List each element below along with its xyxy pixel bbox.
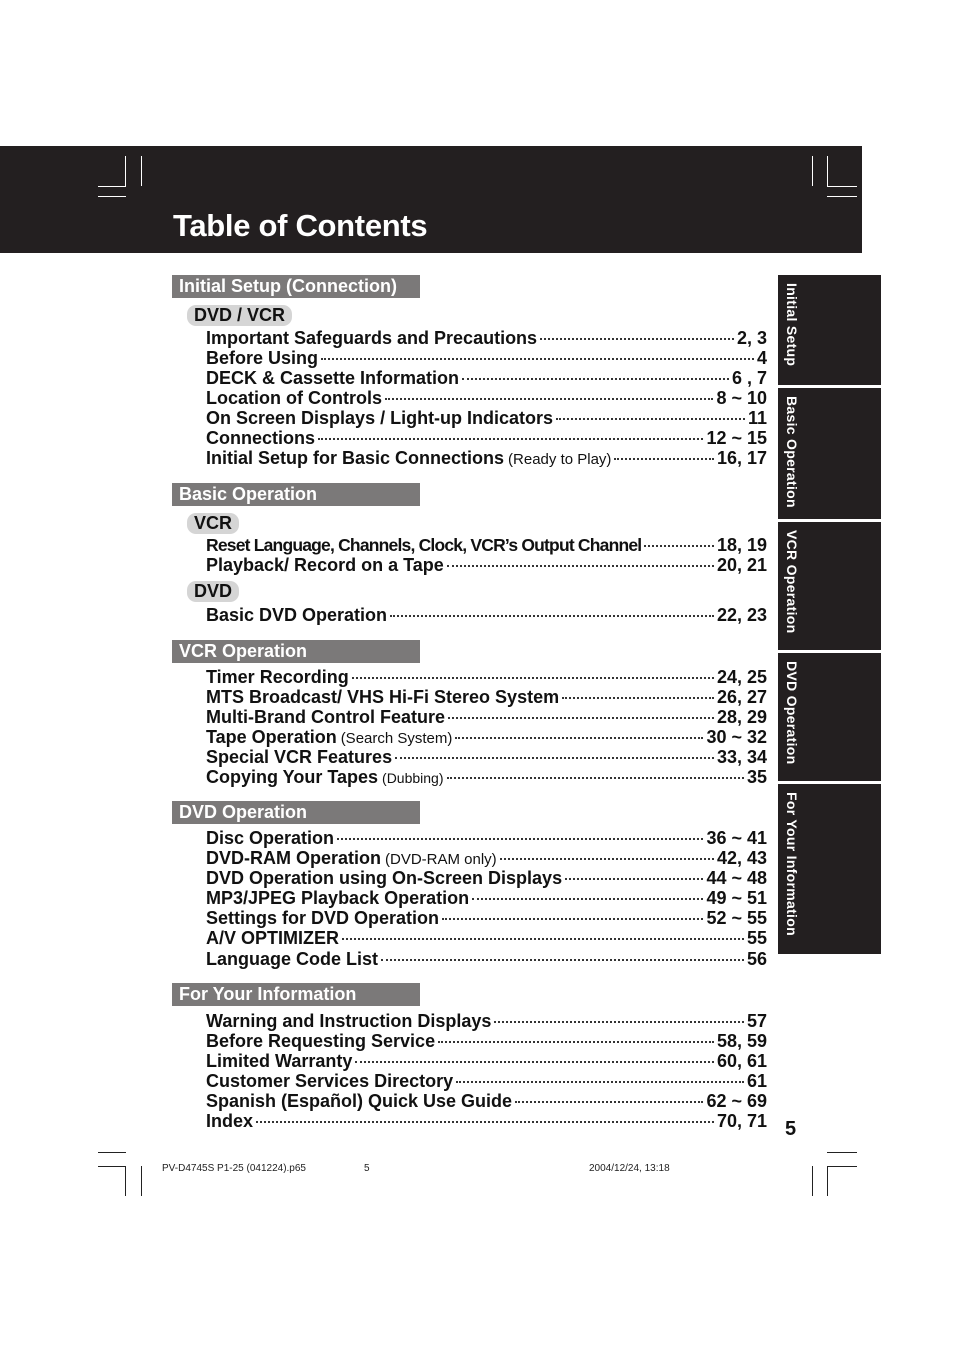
entry-pages: 70, 71 — [716, 1111, 767, 1131]
entry-pages: 20, 21 — [716, 555, 767, 575]
entry-pages: 11 — [747, 408, 767, 428]
entry-pages: 12 ~ 15 — [706, 428, 767, 448]
entry-pages: 22, 23 — [716, 605, 767, 625]
toc-entry[interactable] — [206, 555, 767, 575]
entry-title: Location of Controls — [206, 388, 382, 408]
entry-pages: 2, 3 — [736, 328, 767, 348]
entry-pages: 56 — [746, 949, 767, 969]
entry-pages: 8 ~ 10 — [716, 388, 767, 408]
page-number: 5 — [785, 1118, 797, 1140]
footer-timestamp: 2004/12/24, 13:18 — [589, 1163, 670, 1174]
dot-leader — [614, 458, 714, 460]
dot-leader — [342, 938, 744, 940]
side-tab-label: VCR Operation — [784, 530, 800, 634]
entry-title: Limited Warranty — [206, 1051, 353, 1071]
section-heading: Initial Setup (Connection) — [172, 275, 420, 298]
subsection-label: DVD — [187, 581, 239, 602]
entry-title: Before Requesting Service — [206, 1031, 436, 1051]
entry-pages: 16, 17 — [716, 448, 767, 468]
dot-leader — [500, 858, 714, 860]
entry-pages: 52 ~ 55 — [706, 908, 767, 928]
dot-leader — [462, 378, 729, 380]
entry-pages: 57 — [746, 1011, 767, 1031]
entry-title: Copying Your Tapes — [206, 767, 379, 787]
dot-leader — [472, 898, 703, 900]
dot-leader — [494, 1021, 744, 1023]
entry-title: Timer Recording — [206, 667, 349, 687]
dot-leader — [318, 438, 703, 440]
entry-title: Disc Operation — [206, 828, 335, 848]
dot-leader — [385, 398, 713, 400]
toc-entry[interactable] — [206, 888, 767, 908]
entry-pages: 28, 29 — [716, 707, 767, 727]
dot-leader — [337, 838, 703, 840]
toc-entry[interactable] — [206, 1111, 767, 1131]
entry-title: DECK & Cassette Information — [206, 368, 460, 388]
entry-title: Spanish (Español) Quick Use Guide — [206, 1091, 513, 1111]
entry-title: Multi-Brand Control Feature — [206, 707, 445, 727]
footer-page: 5 — [364, 1163, 370, 1174]
entry-title: MP3/JPEG Playback Operation — [206, 888, 470, 908]
dot-leader — [565, 878, 703, 880]
toc-entry[interactable] — [206, 408, 767, 428]
toc-entry[interactable] — [206, 687, 767, 707]
entry-pages: 62 ~ 69 — [706, 1091, 767, 1111]
entry-title: Initial Setup for Basic Connections — [206, 448, 505, 468]
toc-entry[interactable] — [206, 535, 767, 555]
dot-leader — [438, 1041, 714, 1043]
section-heading: For Your Information — [172, 983, 420, 1006]
subsection-label: DVD / VCR — [187, 305, 292, 326]
entry-title: Customer Services Directory — [206, 1071, 454, 1091]
toc-entry[interactable] — [206, 348, 767, 368]
side-tab-initial-setup[interactable] — [778, 275, 881, 385]
toc-entry[interactable] — [206, 368, 767, 388]
entry-title: Before Using — [206, 348, 319, 368]
entry-pages: 36 ~ 41 — [706, 828, 767, 848]
entry-title: Settings for DVD Operation — [206, 908, 440, 928]
entry-pages: 35 — [746, 767, 767, 787]
dot-leader — [352, 677, 714, 679]
section-heading: DVD Operation — [172, 801, 420, 824]
dot-leader — [515, 1101, 703, 1103]
side-tab-label: Basic Operation — [784, 396, 800, 508]
entry-pages: 44 ~ 48 — [706, 868, 767, 888]
entry-title: A/V OPTIMIZER — [206, 928, 340, 948]
entry-title: Special VCR Features — [206, 747, 393, 767]
section-heading: Basic Operation — [172, 483, 420, 506]
entry-pages: 24, 25 — [716, 667, 767, 687]
entry-pages: 58, 59 — [716, 1031, 767, 1051]
dot-leader — [556, 418, 745, 420]
dot-leader — [355, 1061, 714, 1063]
entry-pages: 60, 61 — [716, 1051, 767, 1071]
entry-pages: 49 ~ 51 — [706, 888, 767, 908]
entry-title: Reset Language, Channels, Clock, VCR’s Output Channel — [206, 535, 642, 555]
footer-file: PV-D4745S P1-25 (041224).p65 — [162, 1163, 306, 1174]
entry-pages: 4 — [756, 348, 767, 368]
toc-entry[interactable] — [206, 949, 767, 969]
toc-entry[interactable] — [206, 428, 767, 448]
entry-pages: 33, 34 — [716, 747, 767, 767]
toc-entry[interactable] — [206, 388, 767, 408]
entry-pages: 18, 19 — [716, 535, 767, 555]
side-tab-for-your-information[interactable] — [778, 784, 881, 954]
entry-pages: 26, 27 — [716, 687, 767, 707]
toc-entry[interactable] — [206, 1051, 767, 1071]
dot-leader — [447, 565, 714, 567]
toc-entry[interactable] — [206, 1071, 767, 1091]
dot-leader — [442, 918, 703, 920]
entry-note: (Search System) — [340, 730, 453, 747]
entry-title: Connections — [206, 428, 316, 448]
toc-entry[interactable] — [206, 605, 767, 625]
side-tab-basic-operation[interactable] — [778, 388, 881, 519]
entry-note: (Dubbing) — [382, 770, 444, 786]
entry-title: Index — [206, 1111, 254, 1131]
toc-entry[interactable] — [206, 727, 767, 747]
entry-title: Important Safeguards and Precautions — [206, 328, 538, 348]
toc-entry[interactable] — [206, 908, 767, 928]
dot-leader — [256, 1121, 714, 1123]
side-tab-vcr-operation[interactable] — [778, 522, 881, 650]
entry-title: Basic DVD Operation — [206, 605, 388, 625]
dot-leader — [390, 615, 714, 617]
side-tab-dvd-operation[interactable] — [778, 653, 881, 781]
toc-entry[interactable] — [206, 868, 767, 888]
entry-pages: 55 — [746, 928, 767, 948]
entry-title: DVD Operation using On-Screen Displays — [206, 868, 563, 888]
dot-leader — [562, 697, 714, 699]
entry-title: MTS Broadcast/ VHS Hi-Fi Stereo System — [206, 687, 560, 707]
dot-leader — [395, 757, 714, 759]
side-tab-label: Initial Setup — [784, 283, 800, 367]
side-tab-label: DVD Operation — [784, 661, 800, 765]
subsection-label: VCR — [187, 513, 239, 534]
entry-note: (Ready to Play) — [508, 451, 612, 468]
toc-entry[interactable] — [206, 1091, 767, 1111]
toc-entry[interactable] — [206, 707, 767, 727]
page-title: Table of Contents — [173, 208, 428, 243]
dot-leader — [381, 959, 744, 961]
side-tab-label: For Your Information — [784, 792, 800, 936]
dot-leader — [540, 338, 734, 340]
entry-title: Warning and Instruction Displays — [206, 1011, 492, 1031]
toc-entry[interactable] — [206, 747, 767, 767]
dot-leader — [644, 545, 714, 547]
entry-title: Playback/ Record on a Tape — [206, 555, 444, 575]
toc-entry[interactable] — [206, 328, 767, 348]
entry-title: DVD-RAM Operation — [206, 848, 381, 868]
dot-leader — [455, 737, 703, 739]
toc-entry[interactable] — [206, 667, 767, 687]
dot-leader — [447, 777, 744, 779]
toc-entry[interactable] — [206, 1031, 767, 1051]
toc-entry[interactable] — [206, 828, 767, 848]
toc-entry[interactable] — [206, 1011, 767, 1031]
dot-leader — [456, 1081, 744, 1083]
entry-pages: 61 — [746, 1071, 767, 1091]
toc-entry[interactable] — [206, 848, 767, 868]
entry-title: Tape Operation — [206, 727, 337, 747]
entry-title: Language Code List — [206, 949, 379, 969]
dot-leader — [448, 717, 714, 719]
section-heading: VCR Operation — [172, 640, 420, 663]
dot-leader — [321, 358, 754, 360]
entry-title: On Screen Displays / Light-up Indicators — [206, 408, 554, 428]
toc-entry[interactable] — [206, 767, 767, 787]
entry-pages: 30 ~ 32 — [706, 727, 767, 747]
toc-entry[interactable] — [206, 448, 767, 468]
entry-note: (DVD-RAM only) — [385, 851, 497, 868]
entry-pages: 6 , 7 — [731, 368, 767, 388]
toc-entry[interactable] — [206, 928, 767, 948]
entry-pages: 42, 43 — [716, 848, 767, 868]
